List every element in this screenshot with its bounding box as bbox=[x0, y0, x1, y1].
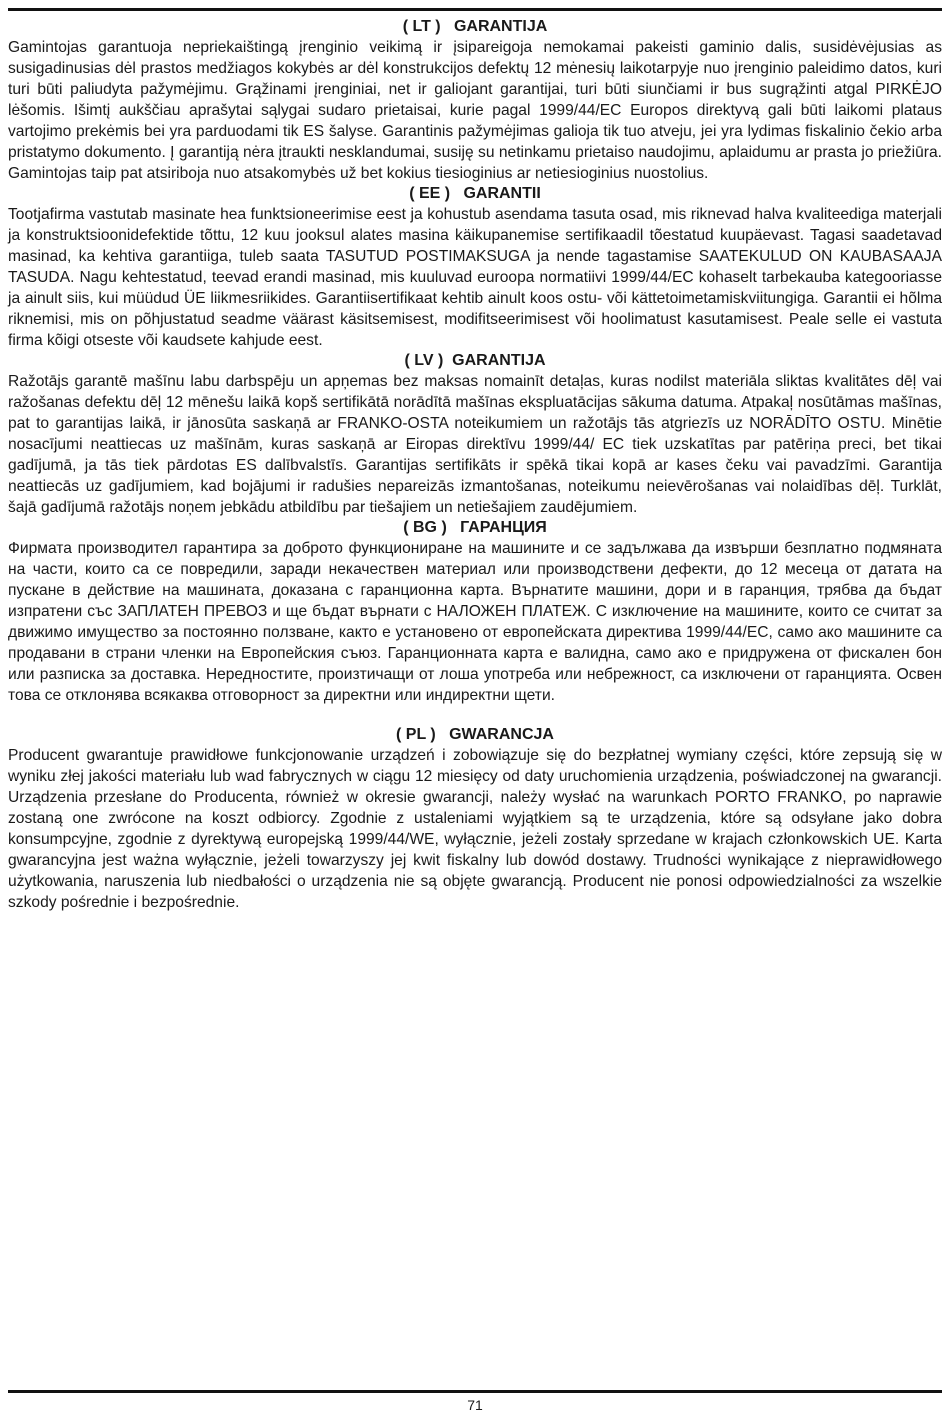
warranty-section-lt bbox=[8, 17, 942, 184]
warranty-section-ee bbox=[8, 184, 942, 351]
warranty-section-bg bbox=[8, 518, 942, 706]
section-title-lt: ( LT ) GARANTIJA bbox=[402, 18, 548, 35]
section-body-lv: Ražotājs garantē mašīnu labu darbspēju un apņemas bez maksas nomainīt detaļas, kuras nodilst materiāla sliktas kvalitātes dēļ vai ražošanas defektu dēļ 12 mēnešu laikā kopš sertifikātā norādītā mašīnas ekspluatācijas sākuma datuma. Atpakaļ nosūtāmas mašīnas, pat to garantijas laikā, ir jānosūta saskaņā ar FRANKO-OSTA noteikumiem un ražotājs tās atgriezīs uz NORĀDĪTO OSTU. Minētie nosacījumi neattiecas uz mašīnām, kuras saskaņā ar Eiropas direktīvu 1999/44/ EC tiek uzskatītas par patēriņa preci, bet tikai gadījumā, ja tās tiek pārdotas ES dalībvalstīs. Garantijas sertifikāts ir spēkā tikai kopā ar kases čeku vai pavadzīmi. Garantija neattiecās uz gadījumiem, kad bojājumi ir radušies nepareizās izmantošanas, noteikumu neievērošanas vai nolaidības dēļ. Turklāt, šajā gadījumā ražotājs noņem jebkādu atbildību par tiešajiem un netiešajiem zaudējumiem. bbox=[8, 373, 942, 516]
section-title-bg: ( BG ) ГАРАНЦИЯ bbox=[403, 519, 547, 536]
bottom-divider bbox=[8, 1390, 942, 1393]
section-title-pl: ( PL ) GWARANCJA bbox=[396, 726, 554, 743]
section-body-pl: Producent gwarantuje prawidłowe funkcjonowanie urządzeń i zobowiązuje się do bezpłatnej wymiany części, które zepsują się w wyniku złej jakości materiału lub wad fabrycznych w ciągu 12 miesięcy od daty uruchomienia urządzenia, poświadczonej na gwarancji. Urządzenia przesłane do Producenta, również w okresie gwarancji, należy wysłać na warunkach PORTO FRANKO, po naprawie zostaną one zwrócone na koszt odbiorcy. Zgodnie z ustaleniami wyjątkiem są te urządzenia, które są odsyłane jako dobra konsumpcyjne, zgodnie z dyrektywą europejską 1999/44/WE, wyłącznie, jeżeli zostały sprzedane w krajach członkowskich UE. Karta gwarancyjna jest ważna wyłącznie, jeżeli towarzyszy jej kwit fiskalny lub dowód dostawy. Trudności wynikające z nieprawidłowego użytkowania, naruszenia lub niedbałości o urządzenia nie są objęte gwarancją. Producent nie ponosi odpowiedzialności za wszelkie szkody pośrednie i bezpośrednie. bbox=[8, 747, 942, 911]
section-body-lt: Gamintojas garantuoja nepriekaištingą įrenginio veikimą ir įsipareigoja nemokamai pakeisti gaminio dalis, susidėvėjusias as susigadinusias dėl prastos medžiagos kokybės ar dėl konstrukcijos defektų 12 mėnesių laikotarpyje nuo įrenginio paleidimo datos, kuri turi būti paliudyta pažymėjimu. Grąžinami įrenginiai, net ir galiojant garantijai, turi būti siunčiami ir bus sugrąžinti atgal PIRKĖJO lėšomis. Išimtį aukščiau aprašytai sąlygai sudaro prietaisai, kurie pagal 1999/44/EC Europos direktyvą gali būti laikomi plataus vartojimo prekėmis bei yra parduodami tik ES šalyse. Garantinis pažymėjimas galioja tik tuo atveju, jei yra lydimas fiskalinio čekio arba pristatymo dokumento. Į garantiją nėra įtraukti nesklandumai, susiję su netinkamu prietaiso naudojimu, aplaidumu ar prasta jo priežiūra. Gamintojas taip pat atsiriboja nuo atsakomybės už bet kokius tiesioginius ar netiesioginius nuostolius. bbox=[8, 39, 942, 182]
section-title-lv: ( LV ) GARANTIJA bbox=[404, 352, 546, 369]
section-body-bg: Фирмата производител гарантира за доброто функциониране на машините и се задължава да извърши безплатно подмяната на части, които са се повредили, заради некачествен материал или производствени дефекти, до 12 месеца от датата на пускане в действие на машината, доказана с гаранционна карта. Върнатите машини, дори и в гаранция, трябва да бъдат изпратени със ЗАПЛАТЕН ПРЕВОЗ и ще бъдат върнати с НАЛОЖЕН ПЛАТЕЖ. С изключение на машините, които се считат за движимо имущество за постоянно ползване, както е установено от европейската директива 1999/44/EC, само ако машините са продавани в страни членки на Европейския съюз. Гаранционната карта е валидна, само ако е придружена от фискален бон или разписка за доставка. Нередностите, произтичащи от лоша употреба или небрежност, са изключени от гаранцията. Освен това се отклонява всякаква отговорност за директни или индиректни щети. bbox=[8, 540, 942, 704]
warranty-content bbox=[8, 17, 942, 913]
warranty-section-lv bbox=[8, 351, 942, 518]
section-body-ee: Tootjafirma vastutab masinate hea funktsioneerimise eest ja kohustub asendama tasuta osad, mis riknevad halva kvaliteediga materjali ja konstruktsioonidefektide tõttu, 12 kuu jooksul alates masina käikupanemise sertifikaadil tõestatud kuupäevast. Tagasi saadetavad masinad, ka kehtiva garantiiga, tuleb saata TASUTUD POSTIMAKSUGA ja nende tagastamise SAATEKULUD ON KAUBASAAJA TASUDA. Nagu kehtestatud, teevad erandi masinad, mis kuuluvad euroopa normatiivi 1999/44/EC kohaselt tarbekauba kategooriasse ja ainult siis, kui müüdud ÜE liikmesriikides. Garantiisertifikaat kehtib ainult koos ostu- või kättetoimetamiskviitungiga. Garantii ei hõlma riknemisi, mis on põhjustatud seadme väärast käsitsemisest, modifitseerimisest või hoolimatust kasutamisest. Peale selle ei vastuta firma kõigi otseste või kaudsete kahjude eest. bbox=[8, 206, 942, 349]
document-page bbox=[8, 0, 942, 1413]
section-title-ee: ( EE ) GARANTII bbox=[409, 185, 541, 202]
top-divider bbox=[8, 8, 942, 11]
warranty-section-pl bbox=[8, 725, 942, 913]
section-spacer bbox=[8, 706, 942, 725]
page-number: 71 bbox=[467, 1397, 483, 1413]
